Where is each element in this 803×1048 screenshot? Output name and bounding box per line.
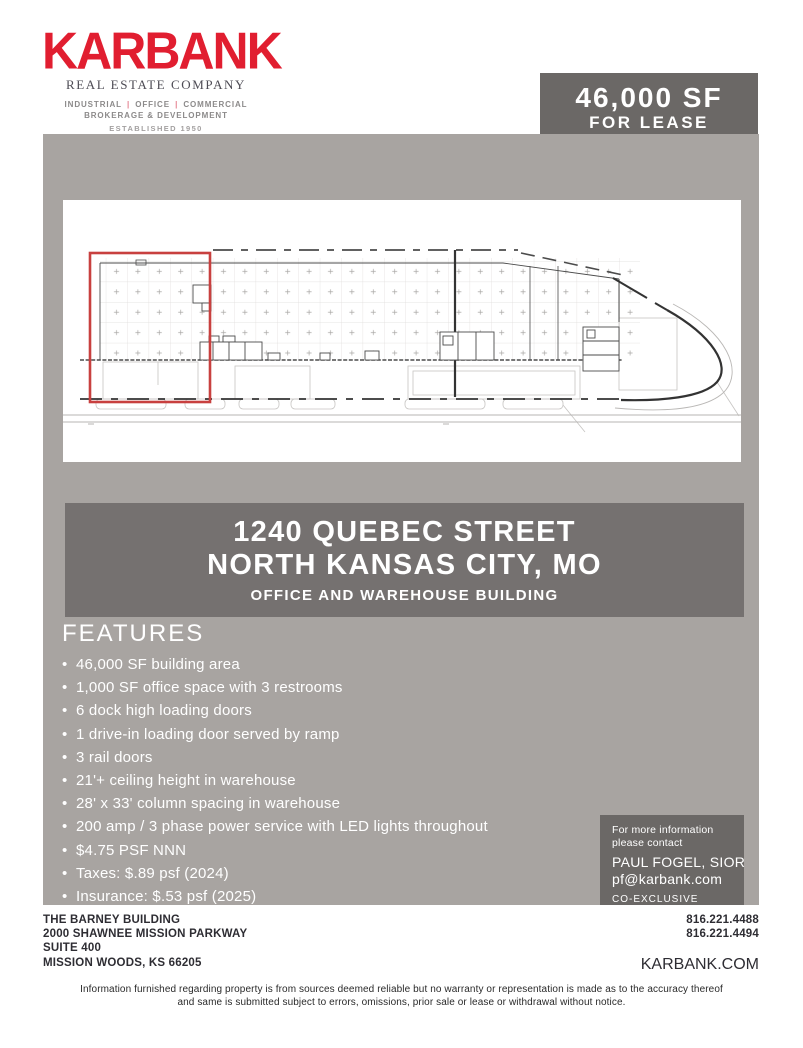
building-type: OFFICE AND WAREHOUSE BUILDING: [250, 586, 559, 604]
feature-item: [62, 676, 662, 699]
lease-badge: [540, 73, 758, 142]
bullet-icon: •: [62, 679, 68, 697]
street-lines: [63, 415, 741, 424]
address-banner: [65, 503, 744, 617]
tagline-commercial: COMMERCIAL: [183, 100, 248, 109]
footer-contact: [641, 913, 759, 974]
footer-address-line: SUITE 400: [43, 942, 102, 955]
feature-item: [62, 723, 662, 746]
contact-intro-2: please contact: [612, 837, 683, 849]
contact-email-link[interactable]: pf@karbank.com: [612, 871, 723, 887]
bullet-icon: •: [62, 725, 68, 743]
bullet-icon: •: [62, 841, 68, 859]
contact-box: [600, 815, 744, 905]
bullet-icon: •: [62, 656, 68, 673]
bullet-icon: •: [62, 702, 68, 720]
tagline-pipe: |: [126, 100, 131, 109]
features-section: [62, 620, 662, 908]
logo-tagline-2: BROKERAGE & DEVELOPMENT: [84, 111, 228, 120]
feature-item: [62, 862, 662, 885]
contact-name: PAUL FOGEL, SIOR: [612, 854, 746, 870]
feature-item: [62, 792, 662, 815]
feature-item: [62, 815, 662, 838]
address-line-1: 1240 QUEBEC STREET: [233, 515, 576, 548]
bullet-icon: •: [62, 888, 68, 906]
bullet-icon: •: [62, 818, 68, 836]
co-exclusive-label: CO-EXCLUSIVE: [612, 894, 699, 905]
lease-label: FOR LEASE: [589, 112, 709, 132]
karbank-wordmark: KARBANK: [42, 21, 281, 81]
tagline-industrial: INDUSTRIAL: [64, 100, 122, 109]
feature-text: 46,000 SF building area: [76, 656, 240, 673]
bullet-icon: •: [62, 795, 68, 813]
bullet-icon: •: [62, 748, 68, 766]
bullet-icon: •: [62, 772, 68, 790]
logo-subtitle: REAL ESTATE COMPANY: [65, 77, 247, 92]
logo-tagline: [42, 100, 270, 109]
features-list: [62, 653, 662, 908]
tagline-pipe: |: [175, 100, 179, 109]
address-line-2: NORTH KANSAS CITY, MO: [207, 548, 602, 581]
lease-size: 46,000 SF: [575, 81, 723, 113]
logo-established: ESTABLISHED 1950: [109, 124, 203, 133]
feature-item: [62, 885, 662, 908]
karbank-logo: [42, 21, 281, 133]
disclaimer-line-1: Information furnished regarding property is from sources deemed reliable but no warranty or representation is made as to the accuracy thereof: [80, 984, 723, 995]
floor-plan-inset: [63, 200, 741, 462]
footer-website-link[interactable]: KARBANK.COM: [640, 955, 759, 973]
content-panel: [43, 134, 759, 905]
footer: [43, 913, 759, 974]
footer-address-line: 2000 SHAWNEE MISSION PARKWAY: [43, 928, 248, 941]
features-heading: FEATURES: [62, 620, 205, 647]
feature-text: 28' x 33' column spacing in warehouse: [76, 795, 341, 813]
bullet-icon: •: [62, 864, 68, 882]
contact-intro-1: For more information: [612, 824, 714, 836]
feature-item: [62, 839, 662, 862]
feature-text: 21'+ ceiling height in warehouse: [76, 772, 296, 790]
feature-text: 1,000 SF office space with 3 restrooms: [76, 679, 343, 697]
feature-text: 1 drive-in loading door served by ramp: [76, 725, 340, 743]
footer-address-line: MISSION WOODS, KS 66205: [43, 956, 202, 969]
column-grid: [100, 258, 640, 360]
disclaimer: [0, 984, 803, 1009]
tagline-office: OFFICE: [135, 100, 170, 109]
feature-text: Insurance: $.53 psf (2025): [76, 888, 257, 906]
feature-text: 3 rail doors: [76, 748, 153, 766]
feature-text: 6 dock high loading doors: [76, 702, 252, 720]
feature-item: [62, 769, 662, 792]
footer-phone-2: 816.221.4494: [686, 928, 759, 941]
feature-item: [62, 653, 662, 676]
disclaimer-line-2: and same is submitted subject to errors, omissions, prior sale or lease or withdrawal without notice.: [177, 996, 626, 1008]
feature-text: 200 amp / 3 phase power service with LED lights throughout: [76, 818, 488, 836]
feature-text: Taxes: $.89 psf (2024): [76, 864, 229, 882]
footer-address: [43, 913, 247, 974]
site-plan-drawing: [63, 200, 741, 462]
footer-address-line: THE BARNEY BUILDING: [43, 914, 181, 926]
feature-text: $4.75 PSF NNN: [76, 841, 187, 859]
footer-phone-1: 816.221.4488: [686, 914, 759, 926]
feature-item: [62, 746, 662, 769]
feature-item: [62, 699, 662, 722]
